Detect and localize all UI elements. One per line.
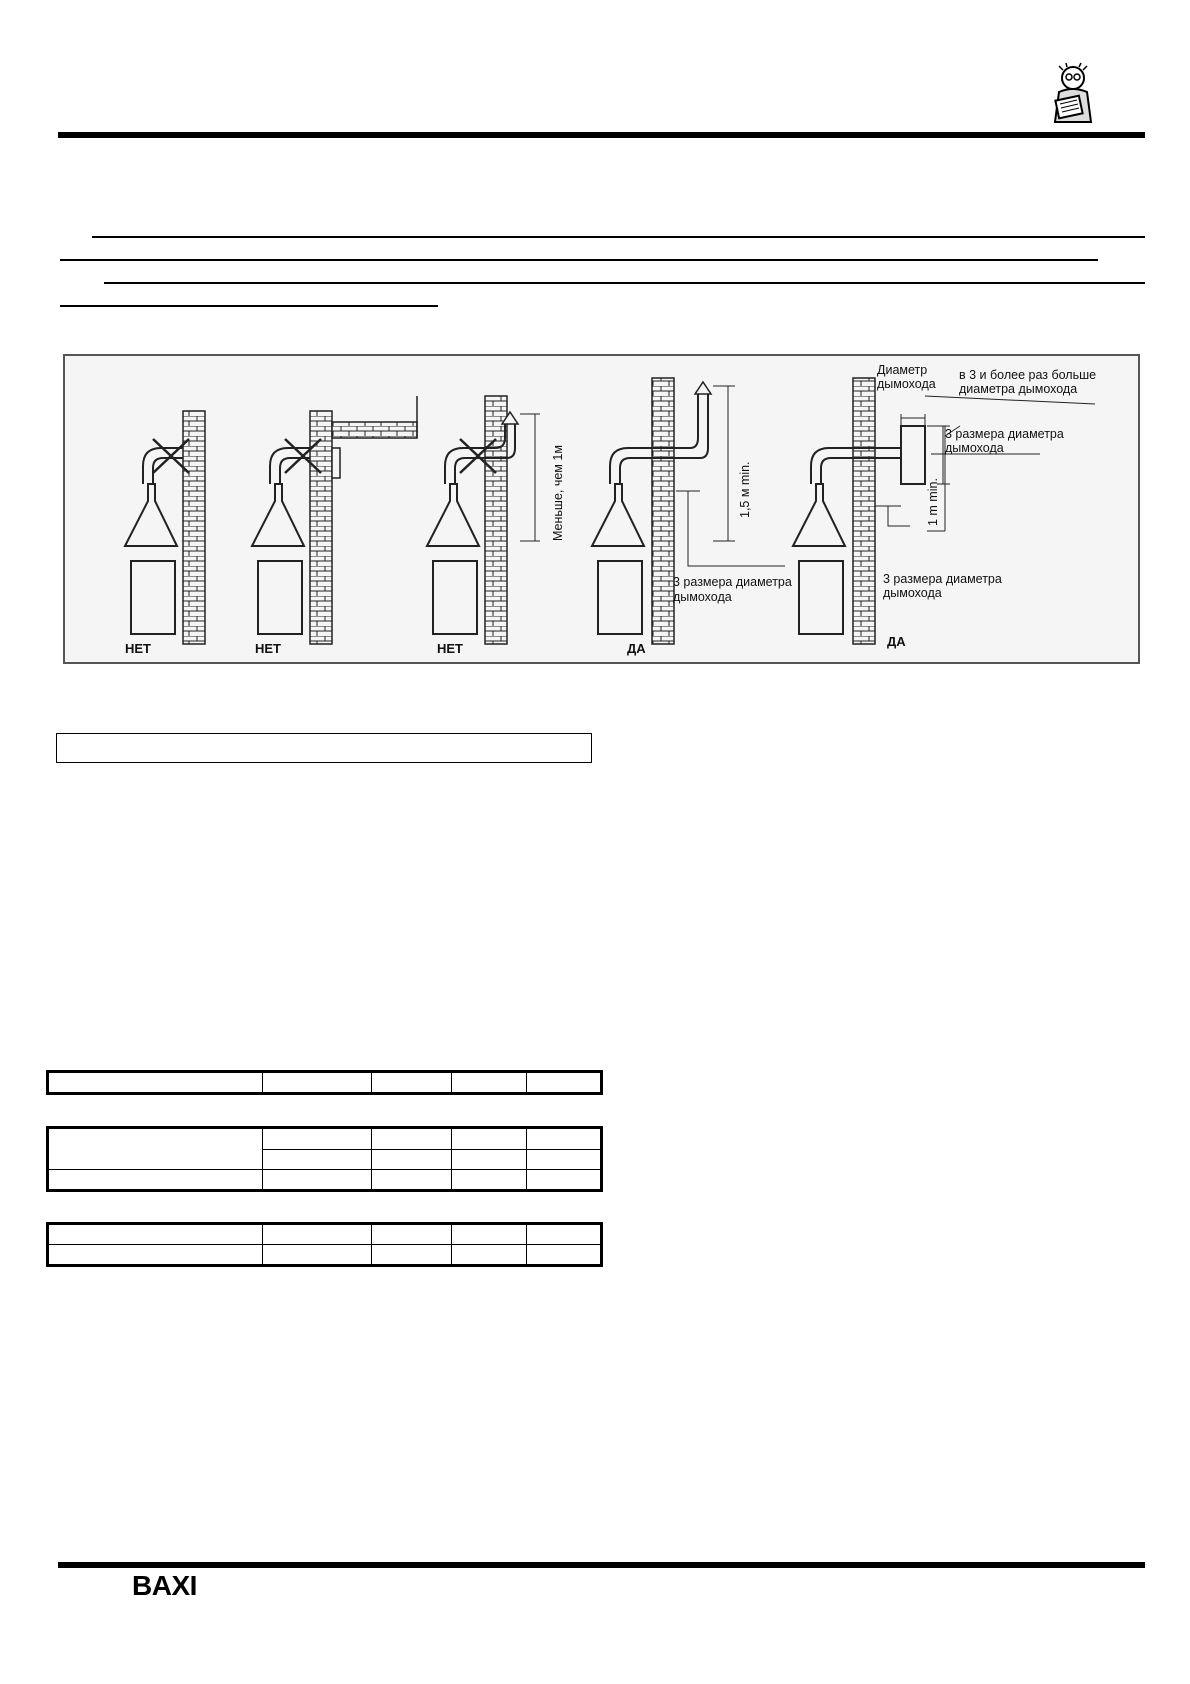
footer-rule	[58, 1562, 1145, 1568]
spec-table-2	[46, 1126, 603, 1192]
offset-note-4-line2: дымохода	[673, 590, 732, 604]
table-row	[48, 1170, 602, 1191]
height-note-3: Меньше, чем 1м	[551, 445, 565, 541]
side-note-line1: 3 размера диаметра	[945, 427, 1064, 441]
diameter-note-line2: дымохода	[877, 377, 936, 391]
table-row	[48, 1072, 602, 1094]
panel-5	[793, 363, 1096, 649]
verdict-5: ДА	[887, 634, 906, 649]
panel-4	[592, 378, 792, 656]
chimney-figure	[63, 354, 1140, 664]
height-note-5: 1 m min.	[926, 478, 940, 526]
table-row	[48, 1128, 602, 1150]
brand-logo: BAXI	[132, 1570, 197, 1601]
verdict-1: НЕТ	[125, 641, 151, 656]
side-note-line2: дымохода	[945, 441, 1004, 455]
height-note-4: 1,5 м min.	[738, 461, 752, 518]
header-rule	[58, 132, 1145, 138]
offset-note-5-line2: дымохода	[883, 586, 942, 600]
text-underline-3	[104, 282, 1145, 284]
diameter-note-line1: Диаметр	[877, 363, 928, 377]
panel-1	[125, 411, 205, 656]
spec-table-3	[46, 1222, 603, 1267]
offset-note-4-line1: 3 размера диаметра	[673, 575, 792, 589]
text-underline-4	[60, 305, 438, 307]
table-row	[48, 1245, 602, 1266]
verdict-3: НЕТ	[437, 641, 463, 656]
verdict-2: НЕТ	[255, 641, 281, 656]
offset-note-5-line1: 3 размера диаметра	[883, 572, 1002, 586]
ratio-note-line1: в 3 и более раз больше	[959, 368, 1097, 382]
text-underline-1	[92, 236, 1145, 238]
spec-table-1	[46, 1070, 603, 1095]
verdict-4: ДА	[627, 641, 646, 656]
section-heading-box	[56, 733, 592, 763]
table-row	[48, 1224, 602, 1245]
panel-3	[427, 396, 565, 656]
reading-man-icon	[1045, 62, 1101, 128]
text-underline-2	[60, 259, 1098, 261]
ratio-note-line2: диаметра дымохода	[959, 382, 1078, 396]
header-mascot	[1045, 62, 1101, 128]
panel-2	[252, 396, 417, 656]
